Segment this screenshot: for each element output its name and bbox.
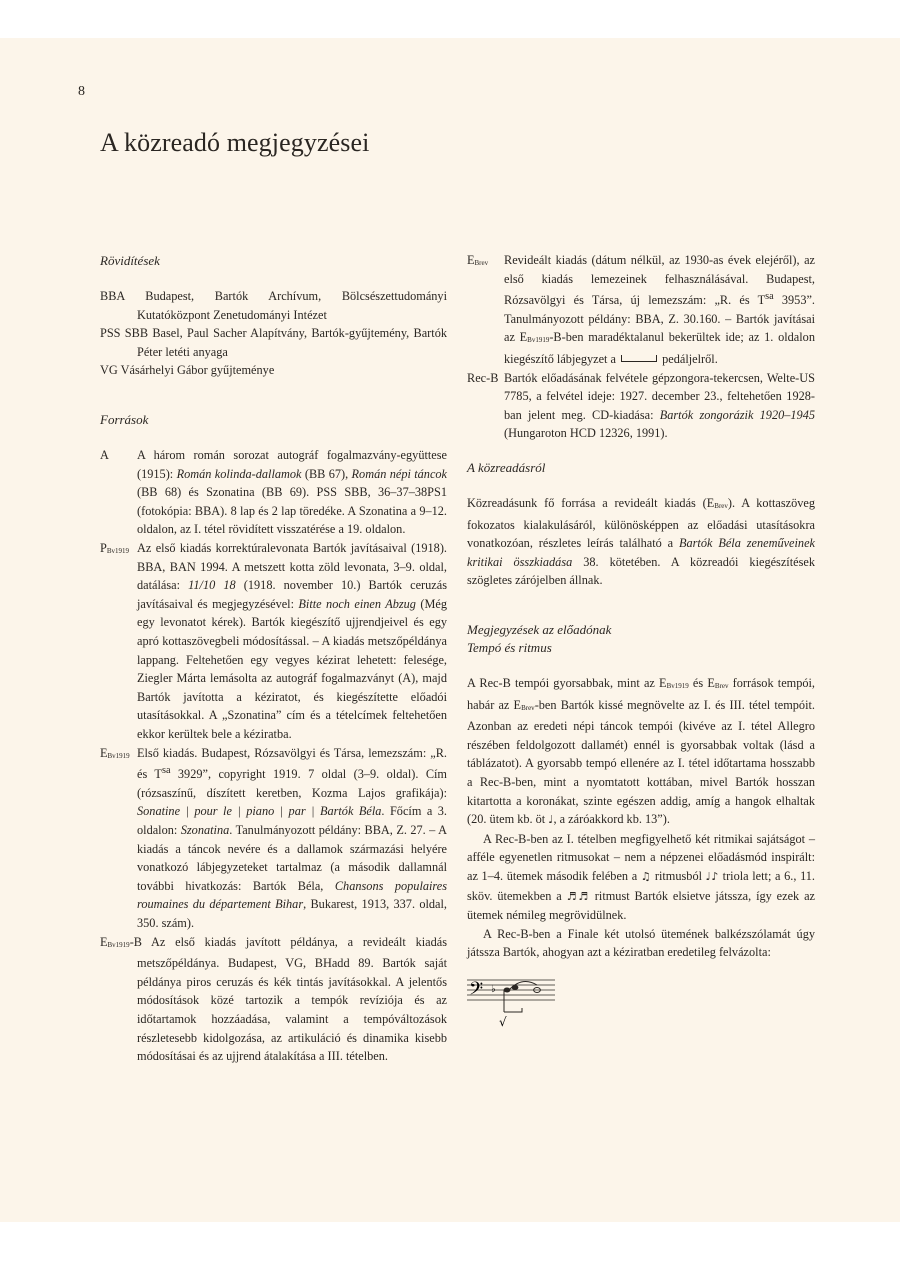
- source-label: [100, 446, 137, 539]
- text-run: Revideált kiadás (dátum nélkül, az 1930-as évek elejéről), az első kiadás lemezeinek felhasználásával. Budapest, Rózsavölgyi és Társa, új lemezszám: „R. és T: [504, 253, 815, 308]
- music-example: [467, 970, 557, 1032]
- source-label: [100, 744, 137, 933]
- source-label: [467, 369, 504, 443]
- subscript: Brev: [714, 682, 729, 690]
- text-run: Bartók előadásának felvétele gépzongora-tekercsen, Welte-US 7785, a felvétel ideje: 1927. december 23., feltehetően 1928-ban jelent meg. CD-kiadása:: [504, 370, 815, 422]
- text-run: 3953”. Tanulmányozott példány: BBA, Z. 30.160. – Bartók javításai az E: [504, 293, 815, 345]
- subscript: Bv1919: [107, 751, 130, 760]
- editing-body: [467, 494, 815, 590]
- text-run: ). A kottaszöveg fokozatos kialakulásáról, különösképpen az előadási utasításokra vonatkozóan, részletes leírás található a: [467, 496, 816, 551]
- subscript: Brev: [714, 502, 728, 510]
- editing-heading: A közreadásról: [467, 460, 546, 475]
- abbreviation-entry: [100, 361, 447, 380]
- tempo-rhythm-subheading: Tempó és ritmus: [467, 640, 552, 655]
- text-run: Az első kiadás javított példánya, a revideált kiadás metszőpéldánya. Budapest, VG, BHadd 89. Bartók saját példánya piros ceruzás és kék tintás javításokkal. A jelentős módosítások közé tartozik a tempók revíziója és az időtartamok hozzáadása, valamint a tempóváltozások részletesebb kidolgozása, az artikuláció és dinamika kisebb módosításai és az ujjrend átalakítása a III. tételben.: [137, 934, 447, 1064]
- text-run: triola lett; a 6., 11. sköv. ütemekben a: [467, 868, 815, 903]
- italic-text: Szonatina: [180, 822, 230, 837]
- text-run: E: [100, 745, 108, 760]
- beamed-eighths-icon: ♫: [640, 869, 652, 883]
- text-run: E: [100, 934, 108, 949]
- text-run: ritmust Bartók elsietve játssza, így ezek az ütemek némileg megrövidülnek.: [467, 888, 815, 923]
- text-run: A Rec-B tempói gyorsabbak, mint az E: [467, 676, 667, 690]
- beam: [504, 1008, 522, 1012]
- text-run: pedáljelről.: [659, 352, 718, 367]
- text-run: -ben Bartók kissé megnövelte az I. és III. tétel tempóit. Azonban az eredeti népi táncok tempói (kivéve az I. tétel Allegro részében feldolgozott dallamét) ennél is gyorsabbak voltak (lásd a táblázatot). A gyorsabb tempó ellenére az I. tétel időtartama hosszabb a Rec-B-ben, mint a nyomtatott kottában, mivel Bartók hosszan kitartotta a koronákat, szinte egészen addig, amíg a hangok elhaltak (20. ütem kb. öt: [467, 697, 815, 827]
- sources-list: [100, 446, 447, 1066]
- paragraph: [467, 925, 815, 962]
- subscript: Bv1919: [666, 682, 689, 690]
- text-run: (BB 67),: [301, 466, 352, 481]
- paragraph: [467, 830, 815, 925]
- abbreviation-entry: [100, 287, 447, 324]
- text-run: A Rec-B-ben az I. tételben megfigyelhető két ritmikai sajátságot – afféle egyenetlen ritmusokat – nem a népzenei előadásmód inspirált: az 1–4. ütemek második felében a: [467, 831, 815, 883]
- text-run: 3929”, copyright 1919. 7 oldal (3–9. oldal). Cím (rózsaszínű, díszített keretben, Kozma Lajos grafikája):: [137, 767, 448, 800]
- text-run: . Tanulmányozott példány: BBA, Z. 27. – A kiadás a táncok nevére és a dallamok származási helyére vonatkozó lábjegyzeteket tartalmaz (a második dallamnál további hivatkozás: Bartók Béla,: [137, 822, 447, 893]
- text-run: Az első kiadás korrektúralevonata Bartók javításaival (1918). BBA, BAN 1994. A metszett kotta zöld levonata, 3–9. oldal, datálása:: [137, 540, 447, 593]
- abbreviations-list: [100, 287, 447, 380]
- source-description: [137, 446, 447, 539]
- italic-text: Román kolinda-dallamok: [176, 466, 302, 481]
- text-run: 38. kötetében. A közreadói kiegészítések szögletes zárójelben állnak.: [467, 554, 815, 588]
- italic-text: Chansons populaires roumaines du département Bihar: [137, 878, 447, 912]
- quarter-eighth-icon: ♩♪: [705, 869, 720, 883]
- source-description: [504, 369, 815, 443]
- paragraph: [467, 494, 815, 590]
- subscript: Brev: [521, 703, 535, 712]
- text-run: A Rec-B-ben a Finale két utolsó ütemének balkézszólamát úgy játssza Bartók, ahogyan azt a kéziratban eredetileg felvázolta:: [467, 926, 815, 960]
- text-run: . Főcím a 3. oldalon:: [137, 804, 448, 837]
- quarter-note-icon: ♩: [548, 813, 554, 827]
- text-run: Rec-B: [467, 370, 499, 385]
- note-head: [512, 985, 519, 990]
- page-number: 8: [78, 84, 85, 99]
- text-run: Első kiadás. Budapest, Rózsavölgyi és Társa, lemezszám: „R. és T: [137, 745, 447, 782]
- text-run: Vásárhelyi Gábor gyűjteménye: [117, 363, 275, 378]
- paragraph: [467, 674, 815, 830]
- source-entry: [467, 251, 815, 369]
- subscript: Brev: [474, 259, 489, 267]
- text-run: (Még egy levonatot kérek). Bartók kiegészítő ujjrendjeivel és egy apró kottaszövegbeli módosítással. – A kiadás metszőpéldánya lappang. Feltehetően egy vegyes kézirat lehetett: felesége, Ziegler Márta lemásolta az autográf fogalmazványt (A), majd Bartók javította a kéziratot, és kiegészítette előadói utasításokkal. A „Szonatina” cím és a tételcímek feltehetően ekkor kerültek bele a kéziratba.: [137, 596, 447, 741]
- text-run: ritmusból: [651, 868, 706, 883]
- italic-text: Bartók Béla zeneműveinek kritikai összkiadása: [467, 536, 815, 569]
- text-run: A három román sorozat autográf fogalmazvány-együttese (1915):: [137, 448, 447, 481]
- text-run: (Hungaroton HCD 12326, 1991).: [504, 426, 668, 441]
- text-run: E: [467, 253, 475, 267]
- sources-continued: [467, 251, 815, 443]
- text-run: P: [100, 540, 107, 555]
- text-run: források tempói, habár az E: [467, 676, 816, 712]
- editing-section: [467, 459, 815, 590]
- sources-section: [100, 411, 447, 1066]
- abbreviation-label: BBA: [100, 289, 125, 303]
- text-run: , Bukarest, 1913, 337. oldal, 350. szám).: [137, 897, 447, 930]
- source-label: [467, 251, 504, 369]
- performer-notes-section: [467, 621, 815, 1038]
- sources-heading: Források: [100, 412, 149, 427]
- source-entry: [100, 446, 447, 539]
- italic-text: Sonatine | pour le | piano | par | Bartók Béla: [137, 804, 382, 819]
- superscript: sa: [765, 291, 774, 303]
- source-description: [504, 251, 815, 369]
- italic-text: 11/10 18: [188, 578, 236, 593]
- subscript: Bv1919: [527, 336, 550, 345]
- text-run: (1918. november 10.) Bartók ceruzás javításaival és megjegyzésével:: [137, 578, 447, 611]
- abbreviation-label: PSS SBB: [100, 326, 149, 341]
- abbreviations-heading: Rövidítések: [100, 253, 160, 268]
- superscript: sa: [161, 765, 171, 777]
- italic-text: Bitte noch einen Abzug: [298, 596, 416, 611]
- source-description: [137, 539, 447, 744]
- performer-notes-heading: Megjegyzések az előadónak: [467, 622, 612, 637]
- text-run: Közreadásunk fő forrása a revideált kiadás (E: [467, 496, 715, 510]
- source-description: [137, 744, 447, 933]
- text-run: Budapest, Bartók Archívum, Bölcsészettudományi Kutatóközpont Zenetudományi Intézet: [124, 289, 447, 322]
- pedal-bracket-icon: [621, 355, 657, 362]
- text-run: -B-ben maradéktalanul bekerültek ide; az 1. oldalon kiegészítő lábjegyzet a: [504, 330, 815, 367]
- subscript: Bv1919: [106, 546, 130, 555]
- beamed-sixteenths-icon: ♬♬: [566, 889, 590, 903]
- source-entry: [100, 539, 447, 744]
- italic-text: Román népi táncok: [351, 466, 448, 481]
- source-entry: [100, 744, 447, 933]
- source-entry: [100, 933, 447, 1066]
- bass-clef-icon: 𝄢: [469, 978, 484, 1004]
- abbreviation-label: VG: [100, 363, 118, 378]
- text-run: , a záróakkord kb. 13”).: [553, 812, 670, 827]
- italic-text: Bartók zongorázik 1920–1945: [659, 407, 815, 422]
- subscript: Bv1919: [107, 940, 130, 949]
- text-run: (BB 68) és Szonatina (BB 69). PSS SBB, 36–37–38PS1 (fotokópia: BBA). 8 lap és 2 lap töredéke. A Szonatina a 9–12. oldalon, az I. tétel rövidített visszatérése a 19. oldalon.: [137, 485, 447, 537]
- source-entry: [467, 369, 815, 443]
- text-run: Basel, Paul Sacher Alapítvány, Bartók-gyűjtemény, Bartók Péter letéti anyaga: [137, 326, 447, 359]
- performer-notes-body: [467, 674, 815, 962]
- text-run: A: [100, 448, 109, 462]
- abbreviations-section: [100, 252, 447, 380]
- sources-list-continued: [467, 251, 815, 443]
- accent-mark-icon: √: [499, 1014, 507, 1029]
- source-label: [100, 539, 137, 744]
- text-run: -B: [129, 934, 142, 949]
- abbreviation-entry: [100, 324, 447, 361]
- text-run: és E: [688, 676, 715, 690]
- source-label: [100, 935, 142, 949]
- flat-icon: ♭: [491, 983, 496, 995]
- page-title: A közreadó megjegyzései: [100, 128, 370, 157]
